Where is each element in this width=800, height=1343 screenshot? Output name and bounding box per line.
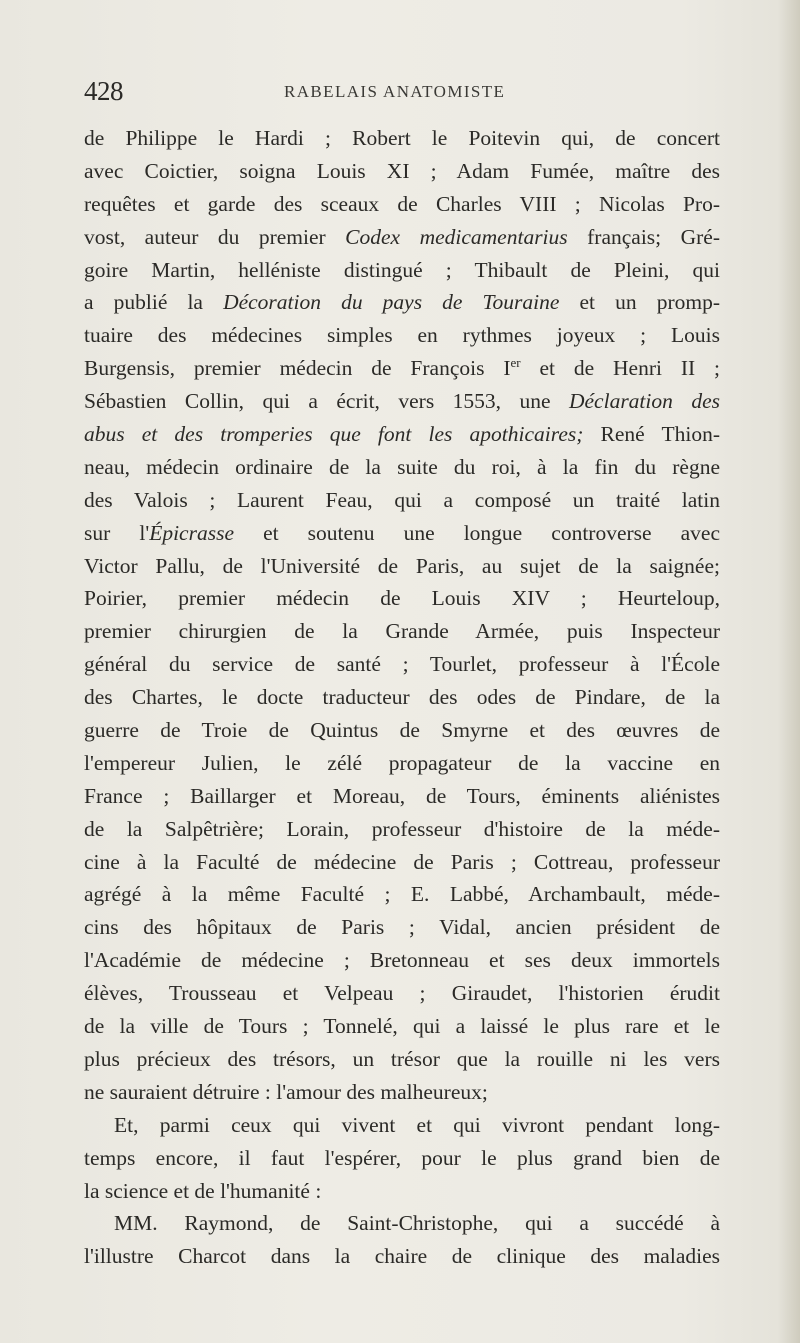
text-line bbox=[84, 1175, 720, 1208]
text-line bbox=[84, 254, 720, 287]
text-line bbox=[84, 1043, 720, 1076]
text-segment: sur l' bbox=[84, 520, 150, 545]
text-line bbox=[84, 813, 720, 846]
text-line bbox=[84, 319, 720, 352]
page-edge-shadow bbox=[778, 0, 800, 1343]
text-line bbox=[84, 484, 720, 517]
text-line bbox=[84, 352, 720, 385]
text-segment: de la Salpêtrière; Lorain, professeur d'histoire de la méde- bbox=[84, 816, 720, 841]
text-segment: général du service de santé ; Tourlet, professeur à l'École bbox=[84, 652, 720, 677]
text-line bbox=[84, 188, 720, 221]
text-segment: français; Gré- bbox=[567, 224, 720, 249]
italic-title-text: Décoration du pays de Touraine bbox=[223, 290, 560, 315]
text-segment: des Valois ; Laurent Feau, qui a composé un traité latin bbox=[84, 487, 720, 512]
text-line bbox=[84, 944, 720, 977]
italic-title-text: Codex medicamentarius bbox=[345, 224, 568, 249]
text-segment: ne sauraient détruire : l'amour des malheureux; bbox=[84, 1079, 488, 1104]
text-segment: et de Henri II ; bbox=[520, 356, 720, 381]
page-number: 428 bbox=[84, 76, 123, 106]
text-segment: de la ville de Tours ; Tonnelé, qui a laissé le plus rare et le bbox=[84, 1014, 720, 1039]
text-line bbox=[84, 1076, 720, 1109]
text-line bbox=[84, 911, 720, 944]
text-line bbox=[84, 1207, 720, 1240]
text-line bbox=[84, 582, 720, 615]
text-segment: goire Martin, helléniste distingué ; Thibault de Pleini, qui bbox=[84, 257, 720, 282]
text-line bbox=[84, 418, 720, 451]
text-segment: Et, parmi ceux qui vivent et qui vivront pendant long- bbox=[114, 1112, 720, 1137]
text-segment: de Philippe le Hardi ; Robert le Poitevin qui, de concert bbox=[84, 126, 720, 150]
text-segment: Poirier, premier médecin de Louis XIV ; Heurteloup, bbox=[84, 586, 720, 611]
text-line bbox=[84, 1109, 720, 1142]
text-segment: et soutenu une longue controverse avec bbox=[234, 520, 721, 545]
text-line bbox=[84, 878, 720, 911]
body-text bbox=[84, 122, 720, 1273]
text-line bbox=[84, 155, 720, 188]
text-line bbox=[84, 550, 720, 583]
text-segment: avec Coictier, soigna Louis XI ; Adam Fumée, maître des bbox=[84, 158, 720, 183]
text-line bbox=[84, 451, 720, 484]
text-segment: Victor Pallu, de l'Université de Paris, au sujet de la saignée; bbox=[84, 553, 720, 578]
text-line bbox=[84, 977, 720, 1010]
text-segment: a publié la bbox=[84, 290, 224, 315]
text-segment: guerre de Troie de Quintus de Smyrne et des œuvres de bbox=[84, 718, 720, 743]
italic-title-text: Épicrasse bbox=[149, 520, 234, 545]
text-segment: Sébastien Collin, qui a écrit, vers 1553, une bbox=[84, 389, 569, 414]
italic-title-text: Déclaration des bbox=[568, 389, 720, 414]
page-header bbox=[84, 76, 718, 110]
text-line bbox=[84, 122, 720, 155]
text-segment: René Thion- bbox=[583, 422, 720, 447]
text-line bbox=[84, 1142, 720, 1175]
text-line bbox=[84, 648, 720, 681]
text-line bbox=[84, 780, 720, 813]
text-line bbox=[84, 517, 720, 550]
text-segment: cine à la Faculté de médecine de Paris ; Cottreau, professeur bbox=[84, 849, 720, 874]
text-line bbox=[84, 747, 720, 780]
text-segment: requêtes et garde des sceaux de Charles VIII ; Nicolas Pro- bbox=[84, 191, 720, 216]
superscript-text: er bbox=[510, 355, 521, 371]
text-line bbox=[84, 1010, 720, 1043]
text-segment: agrégé à la même Faculté ; E. Labbé, Archambault, méde- bbox=[84, 882, 720, 907]
text-line bbox=[84, 1240, 720, 1273]
text-segment: tuaire des médecines simples en rythmes joyeux ; Louis bbox=[84, 323, 720, 348]
text-line bbox=[84, 385, 720, 418]
text-segment: l'illustre Charcot dans la chaire de clinique des maladies bbox=[84, 1244, 720, 1269]
text-segment: France ; Baillarger et Moreau, de Tours, éminents aliénistes bbox=[84, 783, 720, 808]
italic-title-text: abus et des tromperies que font les apothicaires; bbox=[84, 422, 584, 447]
text-segment: la science et de l'humanité : bbox=[84, 1178, 322, 1203]
text-segment: cins des hôpitaux de Paris ; Vidal, ancien président de bbox=[84, 915, 720, 940]
text-segment: l'empereur Julien, le zélé propagateur de la vaccine en bbox=[84, 750, 720, 775]
text-segment: et un promp- bbox=[559, 290, 720, 315]
text-segment: Burgensis, premier médecin de François I bbox=[84, 356, 511, 381]
text-segment: des Chartes, le docte traducteur des odes de Pindare, de la bbox=[84, 685, 720, 710]
text-segment: élèves, Trousseau et Velpeau ; Giraudet, l'historien érudit bbox=[84, 981, 720, 1006]
text-segment: vost, auteur du premier bbox=[84, 224, 346, 249]
running-head: RABELAIS ANATOMISTE bbox=[284, 82, 506, 101]
text-line bbox=[84, 286, 720, 319]
text-segment: l'Académie de médecine ; Bretonneau et ses deux immortels bbox=[84, 948, 720, 973]
text-line bbox=[84, 221, 720, 254]
text-line bbox=[84, 615, 720, 648]
text-line bbox=[84, 714, 720, 747]
text-line bbox=[84, 846, 720, 879]
text-segment: plus précieux des trésors, un trésor que la rouille ni les vers bbox=[84, 1046, 720, 1071]
text-segment: temps encore, il faut l'espérer, pour le plus grand bien de bbox=[84, 1145, 720, 1170]
text-segment: premier chirurgien de la Grande Armée, puis Inspecteur bbox=[84, 619, 720, 644]
text-segment: neau, médecin ordinaire de la suite du roi, à la fin du règne bbox=[84, 454, 720, 479]
text-line bbox=[84, 681, 720, 714]
text-segment: MM. Raymond, de Saint-Christophe, qui a succédé à bbox=[114, 1211, 720, 1236]
